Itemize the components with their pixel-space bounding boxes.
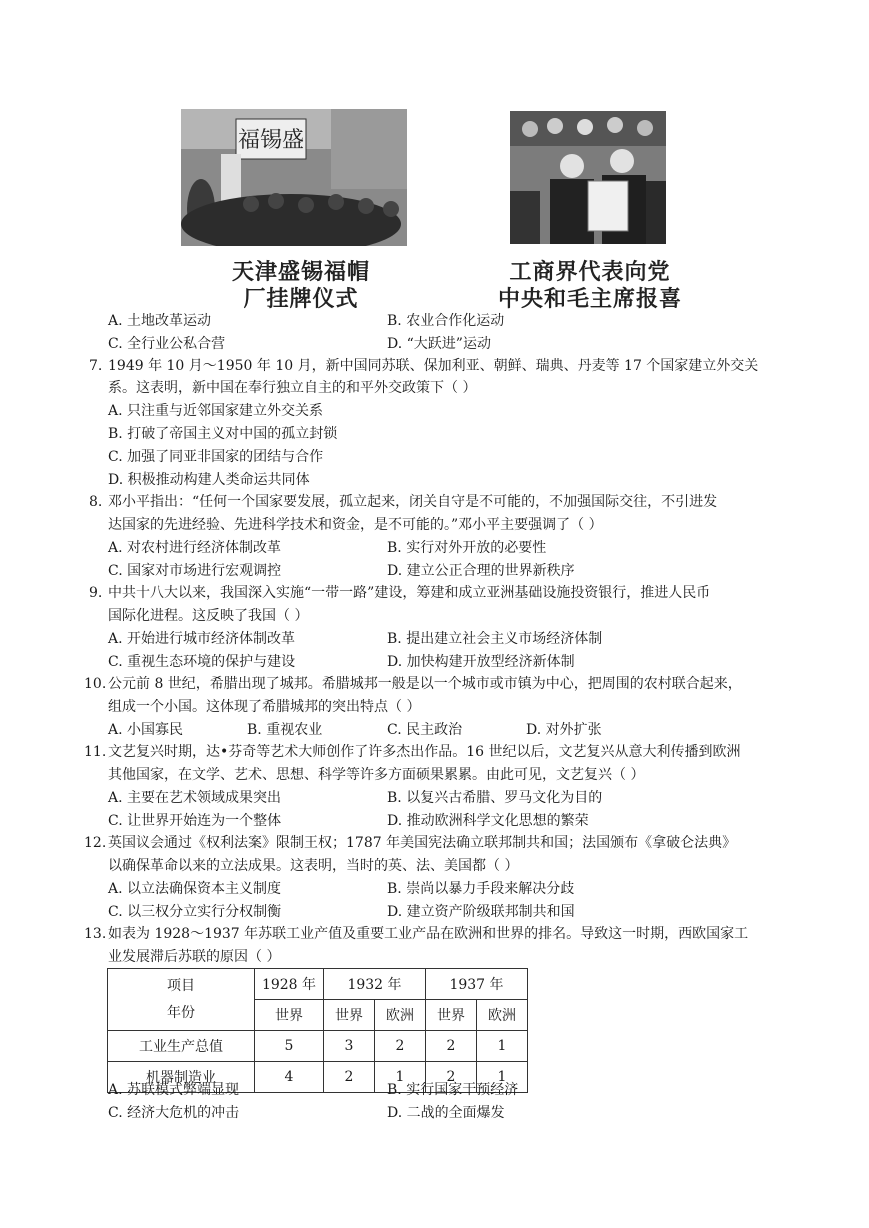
table-sub-header: 世界: [255, 1000, 324, 1031]
q13-option-b: B. 实行国家干预经济: [387, 1082, 519, 1098]
q6-option-a: A. 土地改革运动: [108, 313, 212, 329]
q8-stem-line1: 邓小平指出：“任何一个国家要发展，孤立起来，闭关自守是不可能的，不加强国际交往，不引进发: [108, 494, 718, 510]
q7-stem-line2: 系。这表明，新中国在奉行独立自主的和平外交政策下（ ）: [108, 380, 477, 396]
q11-option-c: C. 让世界开始连为一个整体: [108, 813, 282, 829]
q9-number: 9.: [89, 585, 103, 601]
q9-stem-line2: 国际化进程。这反映了我国（ ）: [108, 608, 309, 624]
q13-option-c: C. 经济大危机的冲击: [108, 1105, 240, 1121]
q12-option-c: C. 以三权分立实行分权制衡: [108, 904, 282, 920]
q7-option-b: B. 打破了帝国主义对中国的孤立封锁: [108, 426, 338, 442]
q8-option-d: D. 建立公正合理的世界新秩序: [387, 563, 575, 579]
table-year-1932: 1932 年: [324, 969, 426, 1000]
q13-number: 13.: [84, 926, 107, 942]
table-corner-bottom: 年份: [167, 1005, 195, 1021]
table-cell: 1: [375, 1062, 426, 1093]
q9-stem-line1: 中共十八大以来，我国深入实施“一带一路”建设，筹建和成立亚洲基础设施投资银行，推进人民币: [108, 585, 711, 601]
q6-option-c: C. 全行业公私合营: [108, 336, 226, 352]
q13-option-a: A. 苏联模式弊端显现: [108, 1082, 240, 1098]
q10-option-a: A. 小国寡民: [108, 722, 184, 738]
table-row: [108, 1031, 528, 1062]
table-cell: 2: [426, 1031, 477, 1062]
table-corner-top: 项目: [167, 978, 195, 994]
q13-stem-line1: 如表为 1928～1937 年苏联工业产值及重要工业产品在欧洲和世界的排名。导致这一时期，西欧国家工: [108, 926, 749, 942]
q10-option-d: D. 对外扩张: [526, 722, 602, 738]
table-sub-header: 世界: [324, 1000, 375, 1031]
q13-ranking-table: [107, 968, 528, 1093]
q12-stem-line2: 以确保革命以来的立法成果。这表明，当时的英、法、美国都（ ）: [108, 858, 519, 874]
table-year-1928: 1928 年: [255, 969, 324, 1000]
q7-number: 7.: [89, 358, 103, 374]
q6-option-d: D. “大跃进”运动: [387, 336, 491, 352]
q12-option-d: D. 建立资产阶级联邦制共和国: [387, 904, 575, 920]
table-cell: 2: [375, 1031, 426, 1062]
q7-option-a: A. 只注重与近邻国家建立外交关系: [108, 403, 324, 419]
q11-number: 11.: [84, 744, 107, 760]
q13-option-d: D. 二战的全面爆发: [387, 1105, 505, 1121]
q11-option-d: D. 推动欧洲科学文化思想的繁荣: [387, 813, 589, 829]
q10-option-b: B. 重视农业: [247, 722, 323, 738]
table-sub-header: 欧洲: [477, 1000, 528, 1031]
table-corner-content: [108, 969, 254, 1030]
photo-2-caption: [480, 259, 700, 313]
photo-2-caption-line2: 中央和毛主席报喜: [497, 287, 682, 312]
table-cell: 3: [324, 1031, 375, 1062]
q11-stem-line1: 文艺复兴时期，达•芬奇等艺术大师创作了许多杰出作品。16 世纪以后，文艺复兴从意大利传播到欧洲: [108, 744, 741, 760]
q10-option-c: C. 民主政治: [387, 722, 463, 738]
q10-stem-line2: 组成一个小国。这体现了希腊城邦的突出特点（ ）: [108, 699, 421, 715]
table-year-1937: 1937 年: [426, 969, 528, 1000]
table-cell: 2: [426, 1062, 477, 1093]
q12-stem-line1: 英国议会通过《权利法案》限制王权；1787 年美国宪法确立联邦制共和国；法国颁布《拿破仑法典》: [108, 835, 737, 851]
q7-stem-line1: 1949 年 10 月～1950 年 10 月，新中国同苏联、保加利亚、朝鲜、瑞典、丹麦等 17 个国家建立外交关: [108, 358, 759, 374]
q11-option-b: B. 以复兴古希腊、罗马文化为目的: [387, 790, 603, 806]
q8-option-b: B. 实行对外开放的必要性: [387, 540, 547, 556]
q12-option-a: A. 以立法确保资本主义制度: [108, 881, 282, 897]
photo-2-caption-line1: 工商界代表向党: [509, 260, 671, 285]
photo-hat-factory-illustration: [181, 109, 407, 246]
q10-stem-line1: 公元前 8 世纪，希腊出现了城邦。希腊城邦一般是以一个城市或市镇为中心，把周围的农村联合起来，: [108, 676, 742, 692]
q9-option-d: D. 加快构建开放型经济新体制: [387, 654, 575, 670]
photo-1-caption: [206, 259, 396, 313]
q7-option-c: C. 加强了同亚非国家的团结与合作: [108, 449, 324, 465]
q6-option-b: B. 农业合作化运动: [387, 313, 505, 329]
table-corner-cell: [108, 969, 255, 1031]
q12-option-b: B. 崇尚以暴力手段来解决分歧: [387, 881, 575, 897]
table-row-label: 机器制造业: [108, 1062, 255, 1093]
svg-text:福锡盛: 福锡盛: [237, 128, 305, 153]
q13-stem-line2: 业发展滞后苏联的原因（ ）: [108, 949, 281, 965]
q9-option-b: B. 提出建立社会主义市场经济体制: [387, 631, 603, 647]
q9-option-a: A. 开始进行城市经济体制改革: [108, 631, 296, 647]
photo-hat-factory-ceremony: [181, 109, 407, 246]
q12-number: 12.: [84, 835, 107, 851]
q9-option-c: C. 重视生态环境的保护与建设: [108, 654, 296, 670]
table-cell: 1: [477, 1062, 528, 1093]
table-cell: 4: [255, 1062, 324, 1093]
q8-stem-line2: 达国家的先进经验、先进科学技术和资金，是不可能的。”邓小平主要强调了（ ）: [108, 517, 603, 533]
photo-1-caption-line1: 天津盛锡福帽: [231, 260, 370, 285]
photo-business-illustration: [510, 111, 666, 244]
q11-option-a: A. 主要在艺术领域成果突出: [108, 790, 282, 806]
table-cell: 2: [324, 1062, 375, 1093]
q11-stem-line2: 其他国家，在文学、艺术、思想、科学等许多方面硕果累累。由此可见，文艺复兴（ ）: [108, 767, 645, 783]
q10-number: 10.: [84, 676, 107, 692]
table-row-label: 工业生产总值: [108, 1031, 255, 1062]
q8-number: 8.: [89, 494, 103, 510]
photo-business-report: [510, 111, 666, 244]
table-cell: 1: [477, 1031, 528, 1062]
q8-option-a: A. 对农村进行经济体制改革: [108, 540, 282, 556]
table-sub-header: 欧洲: [375, 1000, 426, 1031]
table-sub-header: 世界: [426, 1000, 477, 1031]
table-cell: 5: [255, 1031, 324, 1062]
q7-option-d: D. 积极推动构建人类命运共同体: [108, 472, 310, 488]
photo-1-caption-line2: 厂挂牌仪式: [243, 287, 359, 312]
q8-option-c: C. 国家对市场进行宏观调控: [108, 563, 282, 579]
